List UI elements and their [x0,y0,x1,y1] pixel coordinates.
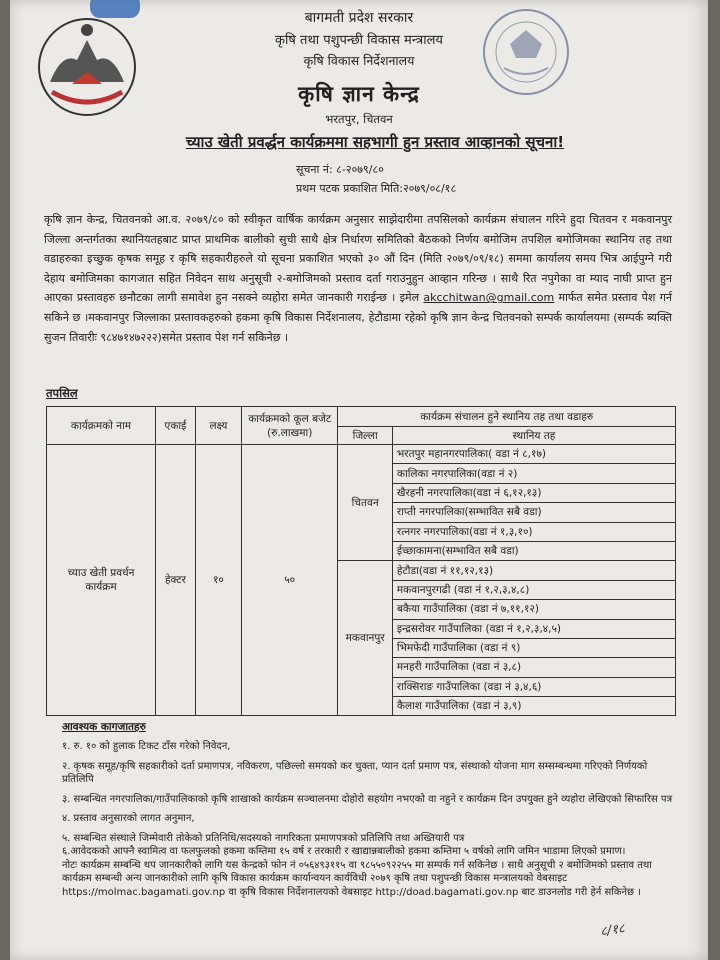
details-label: तपसिल [46,386,78,400]
local-level-row: कालिका नगरपालिका(वडा नं २) [392,464,675,483]
local-level-row: मकवानपुरगढी (वडा नं १,२,३,४,८) [392,580,675,599]
header-budget: कार्यक्रमको कूल बजेट (रु.लाखमा) [241,407,337,445]
doc-item: ३. सम्बन्धित नगरपालिका/गाउँपालिकाको कृषि शाखाको कार्यक्रम सञ्चालनमा दोहोरो सहयोग नभएको वा नहुने र कार्यक्रम दिन उपयुक्त हुने व्यहोरा लेखिएको सिफारिस पत्र [62,793,673,805]
handwritten-signature: ८/१८ [599,921,626,940]
district-chitwan: चितवन [338,445,393,561]
header-office-name: कृषि ज्ञान केन्द्र [298,82,420,106]
local-level-row: हेटौडा(वडा नं ११,१२,१३) [392,561,675,580]
header-location: भरतपुर, चितवन [325,112,393,126]
header-program: कार्यक्रमको नाम [47,407,156,445]
local-level-row: कैलाश गाउँपालिका (वडा नं ३,९) [392,697,675,716]
doc-item: २. कृषक समूह/कृषि सहकारीको दर्ता प्रमाणपत्र, नविकरण, पछिल्लो समयको कर चुक्ता, प्यान दर्ता प्रमाण पत्र, संस्थाको योजना माग सम्सम्बन्धमा गरिएको निर्णयको प्रतिलिपि [62,760,648,785]
doc-item: १. रु. १० को हुलाक टिकट टाँस गरेको निवेदन, [62,741,231,752]
local-level-row: मनहरी गाउँपालिका (वडा नं ३,८) [392,658,675,677]
published-date: प्रथम पटक प्रकाशित मिति:२०७९/०८/१८ [296,182,457,195]
doc-item: ६.आवेदकको आफ्नै स्वामित्व वा फलफुलको हकमा कम्तिमा १५ वर्ष र तरकारी र खाद्यान्नबालीको हकमा कम्तिमा ५ वर्षको लागि जमिन भाडामा लिएको प्रमाण। [62,846,626,857]
doc-item: ४. प्रस्ताव अनुसारको लागत अनुमान, [62,813,195,824]
header-government: बागमती प्रदेश सरकार [304,10,414,26]
doc-item: ५. सम्बन्धित संस्थाले जिम्मेवारी तोकेको प्रतिनिधि/सदस्यको नागरिकता प्रमाणपत्रको प्रतिलिपि तथा अख्तियारी पत्र [62,832,465,844]
note-text: नोटः कार्यक्रम सम्बन्धि थप जानकारीको लागि यस केन्द्रको फोन नं ०५६४९३११५ वा ९८५५०९२२५५ मा सम्पर्क गर्न सकिनेछ । साथै अनुसूची २ बमोजिमको प्रस्ताव तथा कार्यक्रम सम्बन्धी अन्य जानकारीको लागि कृषि विकास कार्यक्रम कार्यान्वयन कार्यविधी २०७९ कृषि तथा पशुपन्छी विकास मन्त्रालयको वेबसाइट https://molmac.bagamati.gov.np वा कृषि विकास निर्देशनालयको वेबसाइट http://doad.bagamati.gov.np बाट डाउनलोड गरी हेर्न सकिनेछ । [62,859,652,898]
header-directorate: कृषि विकास निर्देशनालय [303,53,415,68]
header-unit: एकाई [156,407,196,445]
header-local-levels: कार्यक्रम संचालन हुने स्थानिय तह तथा वडाहरु [338,407,676,427]
header-district: जिल्ला [338,427,393,445]
body-text-part1: कृषि ज्ञान केन्द्र, चितवनको आ.व. २०७९/८० को स्वीकृत वार्षिक कार्यक्रम अनुसार साझेदारीमा तपसिलको कार्यक्रम संचालन गरिने हुदा चितवन र मकवानपुर जिल्ला अन्तर्गतका स्थानियतहबाट प्राप्त प्राथमिक बालीको सुची साथै क्षेत्र निर्धारण समितिको बैठकको निर्णय बमोजिम तपशिल बमोजिमका स्थानिय तह तथा वडाहरुका इच्छुक कृषक समूह र कृषि सहकारीहरुले यो सूचना प्रकाशित भएको ३० औं दिन (मिति २०७९/०९/१८) सममा कार्यालय समय भित्र आईपुग्ने गरी देहाय बमोजिमका कागजात सहित निवेदन साथ अनुसूची २-बमोजिमको प्रस्ताव दर्ता गराउनुहुन आव्हान गरिन्छ । साथै रित नपुगेका वा म्याद नाघी प्राप्त हुन आएका प्रस्तावहरु छनौटका लागी समावेश हुन नसक्ने व्यहोरा समेत जानकारी गराईन्छ । इमेल [44,213,672,305]
body-text-part2: मार्फत समेत प्रस्ताव पेश गर्न सकिने छ ।मकवानपुर जिल्लाका प्रस्तावकहरुको हकमा कृषि विकास निर्देशनालय, हेटौडामा रहेको कृषि ज्ञान केन्द्र चितवनको सम्पर्क कार्यालयमा (सम्पर्क ब्यक्ति सुजन तिवारीः ९८४७१४७२२२)समेत प्रस्ताव पेश गर्न सकिनेछ । [44,291,672,344]
local-level-row: राप्ती नगरपालिका(सम्भावित सबै वडा) [392,503,675,522]
district-makwanpur: मकवानपुर [338,561,393,716]
local-level-row: बकैया गाउँपालिका (वडा नं ७,११,१२) [392,600,675,619]
local-level-row: राक्सिराङ गाउँपालिका (वडा नं ३,४,६) [392,677,675,696]
budget-cell: ५० [241,445,337,716]
notice-number: सूचना नं: ८-२०७९/८० [296,163,384,176]
notice-body [44,210,672,347]
local-level-row: भरतपुर महानगरपालिका( वडा नं ८,१७) [392,445,675,464]
email-link[interactable]: akcchitwan@gmail.com [423,291,555,305]
unit-cell: हेक्टर [156,445,196,716]
notice-paper [10,0,708,960]
header-target: लक्ष्य [195,407,241,445]
program-name-cell: च्याउ खेती प्रवर्धन कार्यक्रम [47,445,156,716]
header-local-level: स्थानिय तह [392,427,675,445]
required-docs-title: आवश्यक कागजातहरु [62,721,146,733]
notice-title: च्याउ खेती प्रवर्द्धन कार्यक्रममा सहभागी हुन प्रस्ताव आव्हानको सूचना! [185,133,565,151]
header-ministry: कृषि तथा पशुपन्छी विकास मन्त्रालय [275,33,443,48]
local-level-row: भिमफेदी गाउँपालिका (वडा नं ९) [392,638,675,657]
local-level-row: ईच्छाकामना(सम्भावित सबै वडा) [392,541,675,560]
program-table [46,406,676,716]
target-cell: १० [195,445,241,716]
local-level-row: इन्द्रसरोवर गाउँपालिका (वडा नं १,२,३,४,५) [392,619,675,638]
local-level-row: खैरहनी नगरपालिका(वडा नं ६,१२,१३) [392,483,675,502]
local-level-row: रत्नगर नगरपालिका(वडा नं १,३,१०) [392,522,675,541]
required-docs-list [62,740,678,905]
